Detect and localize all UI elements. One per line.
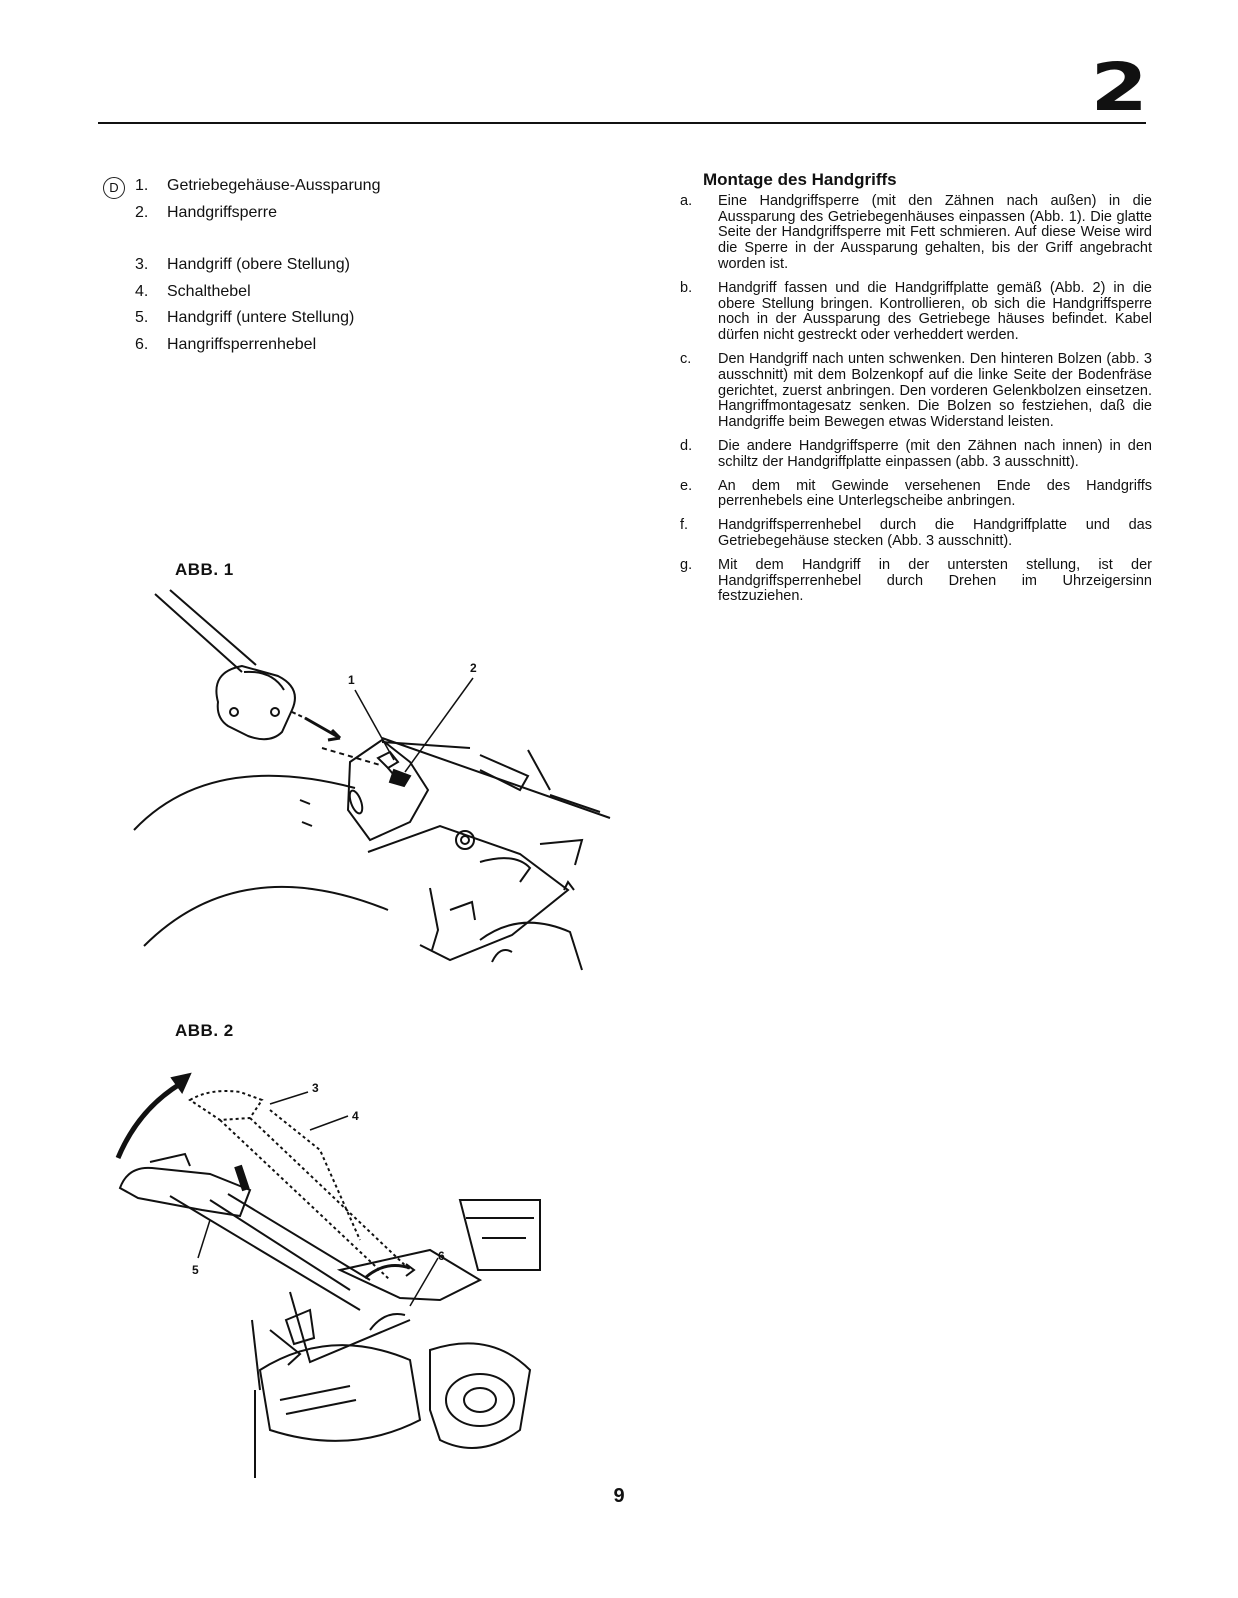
- section-title: Montage des Handgriffs: [703, 170, 897, 189]
- figure-1-drawing: [134, 590, 610, 970]
- legend-text: Handgriffsperre: [167, 204, 277, 221]
- step-text: Handgriff fassen und die Handgriffplatte gemäß (Abb. 2) in die obere Stellung bringen. Kontrollieren, ob sich die Handgriffsperre noch in der Aussparung des Getriebege häuses befindet. Kabel dürfen nicht gestreckt oder verheddert werden.: [718, 279, 1152, 344]
- legend-item: [135, 336, 316, 354]
- legend-item: [135, 283, 251, 301]
- figure-2-callout: 3: [312, 1081, 319, 1095]
- page-number: 9: [613, 1485, 625, 1507]
- figure-2-drawing: [118, 1074, 540, 1478]
- step-text: Die andere Handgriffsperre (mit den Zähnen nach innen) in den schiltz der Handgriffplatte einpassen (abb. 3 ausschnitt).: [718, 437, 1152, 470]
- step-letter: b.: [680, 279, 693, 296]
- instruction-step: [680, 518, 1152, 550]
- instruction-step: [680, 558, 1152, 605]
- legend-number: 4.: [135, 283, 149, 300]
- legend-item: [135, 309, 354, 327]
- legend-item: [135, 177, 380, 195]
- legend-text: Hangriffsperrenhebel: [167, 336, 317, 353]
- step-text: An dem mit Gewinde versehenen Ende des Handgriffs perrenhebels eine Unterlegscheibe anbringen.: [718, 477, 1152, 510]
- legend-number: 1.: [135, 177, 149, 194]
- legend-number: 6.: [135, 336, 149, 353]
- step-text: Eine Handgriffsperre (mit den Zähnen nach außen) in die Aussparung des Getriebegenhäuses einpassen (Abb. 1). Die glatte Seite der Handgriffsperre mit Fett schmieren. Auf diese Weise wird die Sperre in der Aussparung gehalten, bis der Griff angebracht worden ist.: [718, 192, 1152, 272]
- step-text: Den Handgriff nach unten schwenken. Den hinteren Bolzen (abb. 3 ausschnitt) mit dem Bolzenkopf auf die linke Seite der Bodenfräse gerichtet, zuerst anbringen. Den vorderen Gelenkbolzen einsetzen. Hangriffmontagesatz senken. Die Bolzen so festziehen, daß die Handgriffe beim Bewegen etwas Widerstand leisten.: [718, 350, 1152, 431]
- legend-text: Schalthebel: [167, 283, 251, 300]
- step-letter: d.: [680, 437, 693, 454]
- legend-text: Getriebegehäuse-Aussparung: [167, 177, 381, 194]
- legend-item: [135, 204, 277, 222]
- legend-number: 2.: [135, 204, 149, 221]
- instructions-column: [680, 172, 1152, 613]
- figure-2-leaders: [198, 1092, 438, 1306]
- figure-2-callout: 5: [192, 1263, 199, 1277]
- header-rule: [98, 122, 1146, 124]
- step-letter: f.: [680, 517, 689, 534]
- figure-1-title: ABB. 1: [175, 560, 234, 579]
- legend-item: [135, 256, 350, 274]
- figure-1-leaders: [355, 678, 473, 772]
- figure-2-callout: 4: [352, 1109, 359, 1123]
- figure-2-title: ABB. 2: [175, 1021, 234, 1040]
- step-letter: a.: [680, 192, 693, 209]
- legend-number: 3.: [135, 256, 149, 273]
- chapter-number: 2: [1090, 49, 1148, 126]
- instruction-step: [680, 281, 1152, 344]
- step-letter: e.: [680, 477, 693, 494]
- figure-1-callout: 2: [470, 661, 477, 675]
- figure-1-illustration: [120, 590, 630, 990]
- figure-2-callout: 6: [438, 1249, 445, 1263]
- instruction-step: [680, 439, 1152, 471]
- legend-text: Handgriff (untere Stellung): [167, 309, 355, 326]
- language-badge: D: [103, 177, 125, 199]
- legend-number: 5.: [135, 309, 149, 326]
- instruction-step: [680, 194, 1152, 273]
- step-letter: c.: [680, 350, 692, 367]
- step-text: Mit dem Handgriff in der untersten stellung, ist der Handgriffsperrenhebel durch Drehen im Uhrzeigersinn festzuziehen.: [718, 556, 1152, 605]
- instruction-step: [680, 479, 1152, 511]
- legend-text: Handgriff (obere Stellung): [167, 256, 350, 273]
- instruction-step: [680, 352, 1152, 431]
- step-letter: g.: [680, 556, 693, 573]
- figure-1-callout: 1: [348, 673, 355, 687]
- figure-2-illustration: [110, 1070, 550, 1480]
- step-text: Handgriffsperrenhebel durch die Handgriffplatte und das Getriebegehäuse stecken (Abb. 3 ausschnitt).: [718, 517, 1152, 549]
